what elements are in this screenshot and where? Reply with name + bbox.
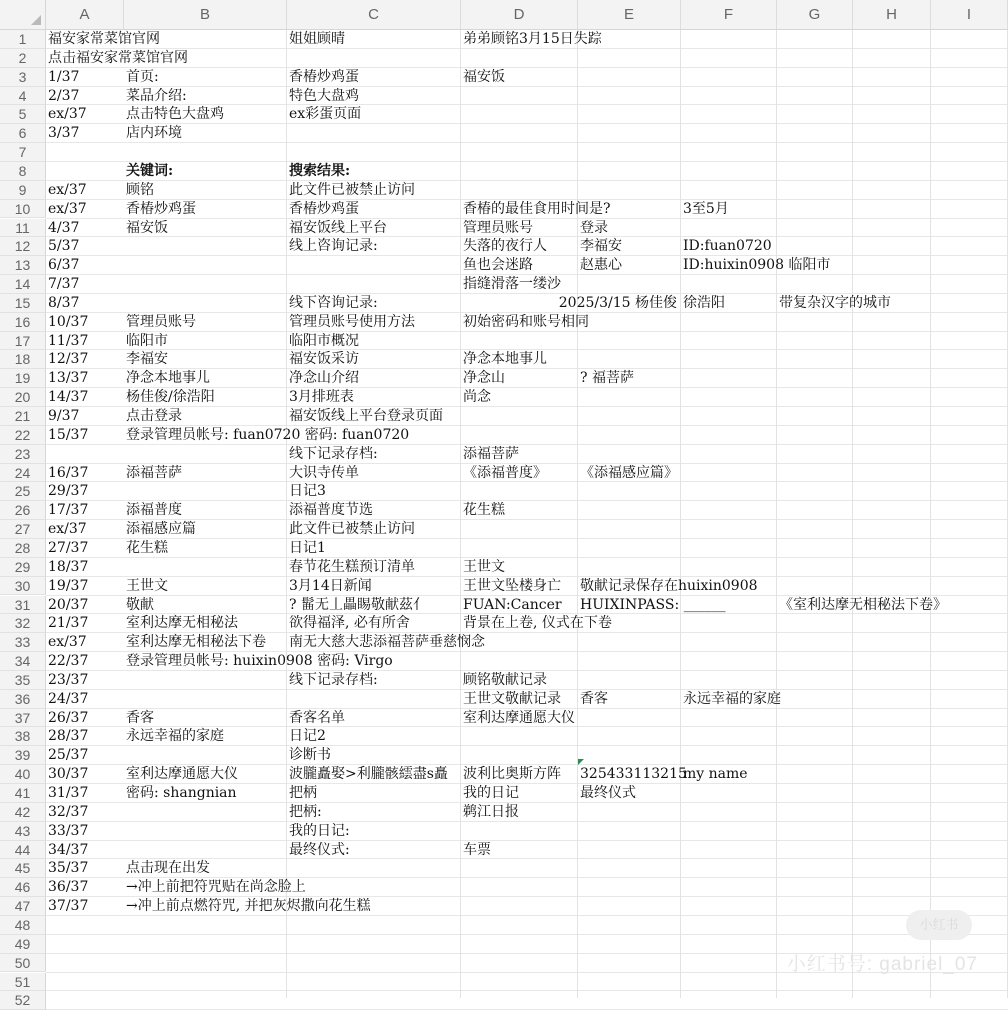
cell-a26[interactable]: 17/37 [48,502,89,519]
cell-a46[interactable]: 36/37 [48,879,89,896]
row-header-18[interactable]: 18 [0,350,46,369]
row-header-36[interactable]: 36 [0,690,46,709]
cell-c40[interactable]: 波朧矗娶>利朧骸繧盡s矗 [289,766,448,783]
row-header-42[interactable]: 42 [0,803,46,822]
cell-d41[interactable]: 我的日记 [463,785,519,801]
cell-c37[interactable]: 香客名单 [289,709,345,726]
cell-d10[interactable]: 香椿的最佳食用时间是? [463,200,611,217]
cell-d23[interactable]: 添福菩萨 [463,445,519,462]
row-header-34[interactable]: 34 [0,652,46,671]
cell-e41[interactable]: 最终仪式 [580,785,636,801]
cell-b17[interactable]: 临阳市 [126,332,168,349]
cell-a40[interactable]: 30/37 [48,766,89,783]
column-header-f[interactable]: F [681,0,777,30]
cell-a27[interactable]: ex/37 [48,521,87,538]
row-header-8[interactable]: 8 [0,162,46,181]
row-header-29[interactable]: 29 [0,558,46,577]
column-header-d[interactable]: D [461,0,578,30]
row-gridline [46,934,1008,935]
cell-a35[interactable]: 23/37 [48,671,89,688]
cell-b33[interactable]: 室利达摩无相秘法下卷 [126,634,266,651]
cell-a21[interactable]: 9/37 [48,408,80,424]
row-header-11[interactable]: 11 [0,219,46,238]
cell-d14[interactable]: 指缝滑落一缕沙 [463,276,561,293]
row-header-21[interactable]: 21 [0,407,46,426]
cell-c10[interactable]: 香椿炒鸡蛋 [289,200,359,217]
row-gridline [46,142,1008,143]
watermark-text: 小红书号: gabriel_07 [786,954,978,975]
column-header-b[interactable]: B [124,0,287,30]
cell-d31[interactable]: FUAN:Cancer [463,596,562,613]
cell-d40[interactable]: 波利比奥斯方阵 [463,766,561,783]
cell-a3[interactable]: 1/37 [48,68,80,85]
row-header-38[interactable]: 38 [0,727,46,746]
cell-a29[interactable]: 18/37 [48,558,89,575]
cell-d13[interactable]: 鱼也会迷路 [463,257,533,274]
cell-a16[interactable]: 10/37 [48,313,89,330]
row-header-31[interactable]: 31 [0,596,46,615]
column-gridline [680,30,681,998]
cell-b19[interactable]: 净念本地事儿 [126,370,210,387]
row-header-14[interactable]: 14 [0,275,46,294]
cell-a43[interactable]: 33/37 [48,822,89,839]
cell-a11[interactable]: 4/37 [48,219,80,236]
row-header-40[interactable]: 40 [0,765,46,784]
cell-a42[interactable]: 32/37 [48,803,89,820]
row-gridline [46,821,1008,822]
row-header-5[interactable]: 5 [0,105,46,124]
cell-d16[interactable]: 初始密码和账号相同 [463,313,589,330]
cell-comment-marker [578,759,584,765]
row-header-30[interactable]: 30 [0,577,46,596]
cell-a38[interactable]: 28/37 [48,728,89,745]
cell-b18[interactable]: 李福安 [126,351,168,368]
column-header-i[interactable]: I [931,0,1008,30]
row-header-41[interactable]: 41 [0,784,46,803]
cell-b40[interactable]: 室利达摩通愿大仪 [126,766,238,783]
cell-d35[interactable]: 顾铭敬献记录 [463,671,547,688]
column-gridline [577,30,578,998]
column-header-c[interactable]: C [287,0,461,30]
cell-d29[interactable]: 王世文 [463,558,505,575]
row-header-51[interactable]: 51 [0,973,46,992]
cell-c15[interactable]: 线下咨询记录: [289,294,378,311]
cell-d24[interactable]: 《添福普度》 [463,464,547,481]
row-header-45[interactable]: 45 [0,859,46,878]
row-header-37[interactable]: 37 [0,709,46,728]
row-header-43[interactable]: 43 [0,822,46,841]
cell-d20[interactable]: 尚念 [463,389,491,406]
cell-a32[interactable]: 21/37 [48,615,89,632]
cell-c9[interactable]: 此文件已被禁止访问 [289,181,415,198]
row-header-25[interactable]: 25 [0,482,46,501]
cell-a37[interactable]: 26/37 [48,709,89,726]
row-header-27[interactable]: 27 [0,520,46,539]
cell-c30[interactable]: 3月14日新闻 [289,577,372,594]
cell-b10[interactable]: 香椿炒鸡蛋 [126,200,196,217]
row-header-33[interactable]: 33 [0,633,46,652]
row-header-13[interactable]: 13 [0,256,46,275]
row-gridline [46,840,1008,841]
cell-d32[interactable]: 背景在上卷, 仪式在下卷 [463,615,612,632]
cell-a44[interactable]: 34/37 [48,841,89,858]
cell-c21[interactable]: 福安饭线上平台登录页面 [289,408,443,424]
cell-b28[interactable]: 花生糕 [126,539,168,556]
column-header-g[interactable]: G [777,0,853,30]
cell-c44[interactable]: 最终仪式: [289,841,350,858]
row-header-10[interactable]: 10 [0,200,46,219]
cell-a31[interactable]: 20/37 [48,596,89,613]
cell-d1[interactable]: 弟弟顾铭3月15日失踪 [463,31,602,47]
cell-f15[interactable]: 徐浩阳 [683,294,725,311]
cell-b6[interactable]: 店内环境 [126,125,182,142]
select-all-corner[interactable] [0,0,46,30]
cell-a14[interactable]: 7/37 [48,276,80,293]
column-gridline [930,30,931,998]
row-header-28[interactable]: 28 [0,539,46,558]
cell-a6[interactable]: 3/37 [48,125,80,142]
cell-e19[interactable]: ? 福菩萨 [580,370,634,387]
cell-a17[interactable]: 11/37 [48,332,89,349]
cell-c4[interactable]: 特色大盘鸡 [289,87,359,104]
row-header-39[interactable]: 39 [0,746,46,765]
cell-d18[interactable]: 净念本地事儿 [463,351,547,368]
row-gridline [46,990,1008,991]
row-header-46[interactable]: 46 [0,878,46,897]
cell-a45[interactable]: 35/37 [48,860,89,877]
cell-a39[interactable]: 25/37 [48,747,89,764]
cell-d37[interactable]: 室利达摩通愿大仪 [463,709,575,726]
cell-c25[interactable]: 日记3 [289,483,326,500]
cell-a30[interactable]: 19/37 [48,577,89,594]
cell-b22[interactable]: 登录管理员帐号: fuan0720 密码: fuan0720 [126,426,410,443]
cell-e11[interactable]: 登录 [580,219,608,236]
cell-b47[interactable]: →冲上前点燃符咒, 并把灰烬撒向花生糕 [126,898,371,915]
cell-b34[interactable]: 登录管理员帐号: huixin0908 密码: Virgo [126,653,393,670]
row-header-3[interactable]: 3 [0,68,46,87]
cell-c38[interactable]: 日记2 [289,728,326,745]
cell-c29[interactable]: 春节花生糕预订清单 [289,558,415,575]
row-header-47[interactable]: 47 [0,897,46,916]
row-header-4[interactable]: 4 [0,87,46,106]
cell-b5[interactable]: 点击特色大盘鸡 [126,106,224,123]
cell-a10[interactable]: ex/37 [48,200,87,217]
cell-b11[interactable]: 福安饭 [126,219,168,236]
cell-c16[interactable]: 管理员账号使用方法 [289,313,415,330]
cell-e31[interactable]: HUIXINPASS: ______ [580,596,726,613]
cell-a24[interactable]: 16/37 [48,464,89,481]
cell-a1[interactable]: 福安家常菜馆官网 [48,31,160,47]
cell-c42[interactable]: 把柄: [289,803,322,820]
cell-f36[interactable]: 永远幸福的家庭 [683,690,781,707]
cell-a15[interactable]: 8/37 [48,294,80,311]
cell-b16[interactable]: 管理员账号 [126,313,196,330]
cell-d11[interactable]: 管理员账号 [463,219,533,236]
row-gridline [46,500,1008,501]
cell-c28[interactable]: 日记1 [289,539,326,556]
cell-d30[interactable]: 王世文坠楼身亡 [463,577,561,594]
row-header-24[interactable]: 24 [0,464,46,483]
cell-b31[interactable]: 敬献 [126,596,154,613]
cell-a4[interactable]: 2/37 [48,87,80,104]
cell-e40[interactable]: 325433113215 [580,766,687,783]
cell-a18[interactable]: 12/37 [48,351,89,368]
row-header-12[interactable]: 12 [0,237,46,256]
row-header-26[interactable]: 26 [0,501,46,520]
row-header-7[interactable]: 7 [0,143,46,162]
row-header-50[interactable]: 50 [0,954,46,973]
cell-b21[interactable]: 点击登录 [126,408,182,424]
row-header-52[interactable]: 52 [0,991,46,1010]
cell-d42[interactable]: 鹈江日报 [463,803,519,820]
cell-c26[interactable]: 添福普度节选 [289,502,373,519]
cell-f40[interactable]: my name [683,766,748,783]
cell-b20[interactable]: 杨佳俊/徐浩阳 [126,389,215,406]
cell-b27[interactable]: 添福感应篇 [126,521,196,538]
row-gridline [46,86,1008,87]
row-header-44[interactable]: 44 [0,841,46,860]
cell-d15[interactable]: 2025/3/15 杨佳俊 [558,294,677,311]
column-gridline [776,30,777,998]
column-gridline [852,30,853,998]
cell-a22[interactable]: 15/37 [48,426,89,443]
row-header-49[interactable]: 49 [0,935,46,954]
cell-c11[interactable]: 福安饭线上平台 [289,219,387,236]
cell-b9[interactable]: 顾铭 [126,181,154,198]
row-header-1[interactable]: 1 [0,30,46,49]
row-header-19[interactable]: 19 [0,369,46,388]
cell-c43[interactable]: 我的日记: [289,822,350,839]
cell-d3[interactable]: 福安饭 [463,68,505,85]
cell-a19[interactable]: 13/37 [48,370,89,387]
cell-e36[interactable]: 香客 [580,690,608,707]
row-header-48[interactable]: 48 [0,916,46,935]
cell-b3[interactable]: 首页: [126,68,159,85]
cell-a12[interactable]: 5/37 [48,238,80,255]
cell-c24[interactable]: 大识寺传单 [289,464,359,481]
row-header-32[interactable]: 32 [0,614,46,633]
row-header-22[interactable]: 22 [0,426,46,445]
cell-c20[interactable]: 3月排班表 [289,389,354,406]
column-header-e[interactable]: E [578,0,681,30]
cell-b46[interactable]: →冲上前把符咒贴在尚念脸上 [126,879,306,896]
cell-b38[interactable]: 永远幸福的家庭 [126,728,224,745]
cell-d12[interactable]: 失落的夜行人 [463,238,547,255]
cell-g15[interactable]: 带复杂汉字的城市 [779,294,891,311]
cell-b37[interactable]: 香客 [126,709,154,726]
row-header-9[interactable]: 9 [0,181,46,200]
cell-d36[interactable]: 王世文敬献记录 [463,690,561,707]
row-header-15[interactable]: 15 [0,294,46,313]
cell-b45[interactable]: 点击现在出发 [126,860,210,877]
cell-a34[interactable]: 22/37 [48,653,89,670]
cell-b8[interactable]: 关键词: [126,162,174,179]
cell-c19[interactable]: 净念山介绍 [289,370,359,387]
cell-e30[interactable]: 敬献记录保存在huixin0908 [580,577,758,594]
cell-b26[interactable]: 添福普度 [126,502,182,519]
cell-c5[interactable]: ex彩蛋页面 [289,106,362,123]
cell-c8[interactable]: 搜索结果: [289,162,351,179]
cell-a47[interactable]: 37/37 [48,898,89,915]
cell-e24[interactable]: 《添福感应篇》 [580,464,678,481]
cell-d44[interactable]: 车票 [463,841,491,858]
cell-f12[interactable]: ID:fuan0720 [683,238,772,255]
cell-a36[interactable]: 24/37 [48,690,89,707]
row-gridline [46,557,1008,558]
watermark-logo: 小红书 [906,910,972,940]
column-header-a[interactable]: A [46,0,124,30]
row-header-20[interactable]: 20 [0,388,46,407]
cell-b24[interactable]: 添福菩萨 [126,464,182,481]
cell-a33[interactable]: ex/37 [48,634,87,651]
cell-e12[interactable]: 李福安 [580,238,622,255]
row-gridline [46,161,1008,162]
row-header-17[interactable]: 17 [0,332,46,351]
cell-a20[interactable]: 14/37 [48,389,89,406]
cell-c33[interactable]: 南无大慈大悲添福菩萨垂慈悯念 [289,634,485,651]
cell-c17[interactable]: 临阳市概况 [289,332,359,349]
cell-f10[interactable]: 3至5月 [683,200,729,217]
cell-d19[interactable]: 净念山 [463,370,505,387]
cell-b30[interactable]: 王世文 [126,577,168,594]
cell-a2[interactable]: 点击福安家常菜馆官网 [48,49,188,66]
cell-g31[interactable]: 《室利达摩无相秘法下卷》 [779,596,947,613]
cell-f13[interactable]: ID:huixin0908 临阳市 [683,257,831,274]
cell-a5[interactable]: ex/37 [48,106,87,123]
cell-a13[interactable]: 6/37 [48,257,80,274]
cell-d26[interactable]: 花生糕 [463,502,505,519]
row-gridline [46,180,1008,181]
cell-a28[interactable]: 27/37 [48,539,89,556]
cell-c18[interactable]: 福安饭采访 [289,351,359,368]
row-header-23[interactable]: 23 [0,445,46,464]
cell-c23[interactable]: 线下记录存档: [289,445,378,462]
cell-c12[interactable]: 线上咨询记录: [289,238,378,255]
cell-c32[interactable]: 欲得福泽, 必有所舍 [289,615,410,632]
cell-c39[interactable]: 诊断书 [289,747,331,764]
cell-b4[interactable]: 菜品介绍: [126,87,187,104]
cell-b32[interactable]: 室利达摩无相秘法 [126,615,238,632]
cell-c27[interactable]: 此文件已被禁止访问 [289,521,415,538]
cell-c41[interactable]: 把柄 [289,785,317,801]
cell-b41[interactable]: 密码: shangnian [126,785,237,801]
row-header-2[interactable]: 2 [0,49,46,68]
cell-c3[interactable]: 香椿炒鸡蛋 [289,68,359,85]
cell-e13[interactable]: 赵惠心 [580,257,622,274]
cell-a41[interactable]: 31/37 [48,785,89,801]
cell-a9[interactable]: ex/37 [48,181,87,198]
row-gridline [46,67,1008,68]
row-header-6[interactable]: 6 [0,124,46,143]
cell-c35[interactable]: 线下记录存档: [289,671,378,688]
row-header-35[interactable]: 35 [0,671,46,690]
row-header-16[interactable]: 16 [0,313,46,332]
cell-c31[interactable]: ? 髷无丄畾睗敬献茲亻 [289,596,427,613]
column-header-h[interactable]: H [853,0,931,30]
cell-a25[interactable]: 29/37 [48,483,89,500]
cell-c1[interactable]: 姐姐顾晴 [289,31,345,47]
